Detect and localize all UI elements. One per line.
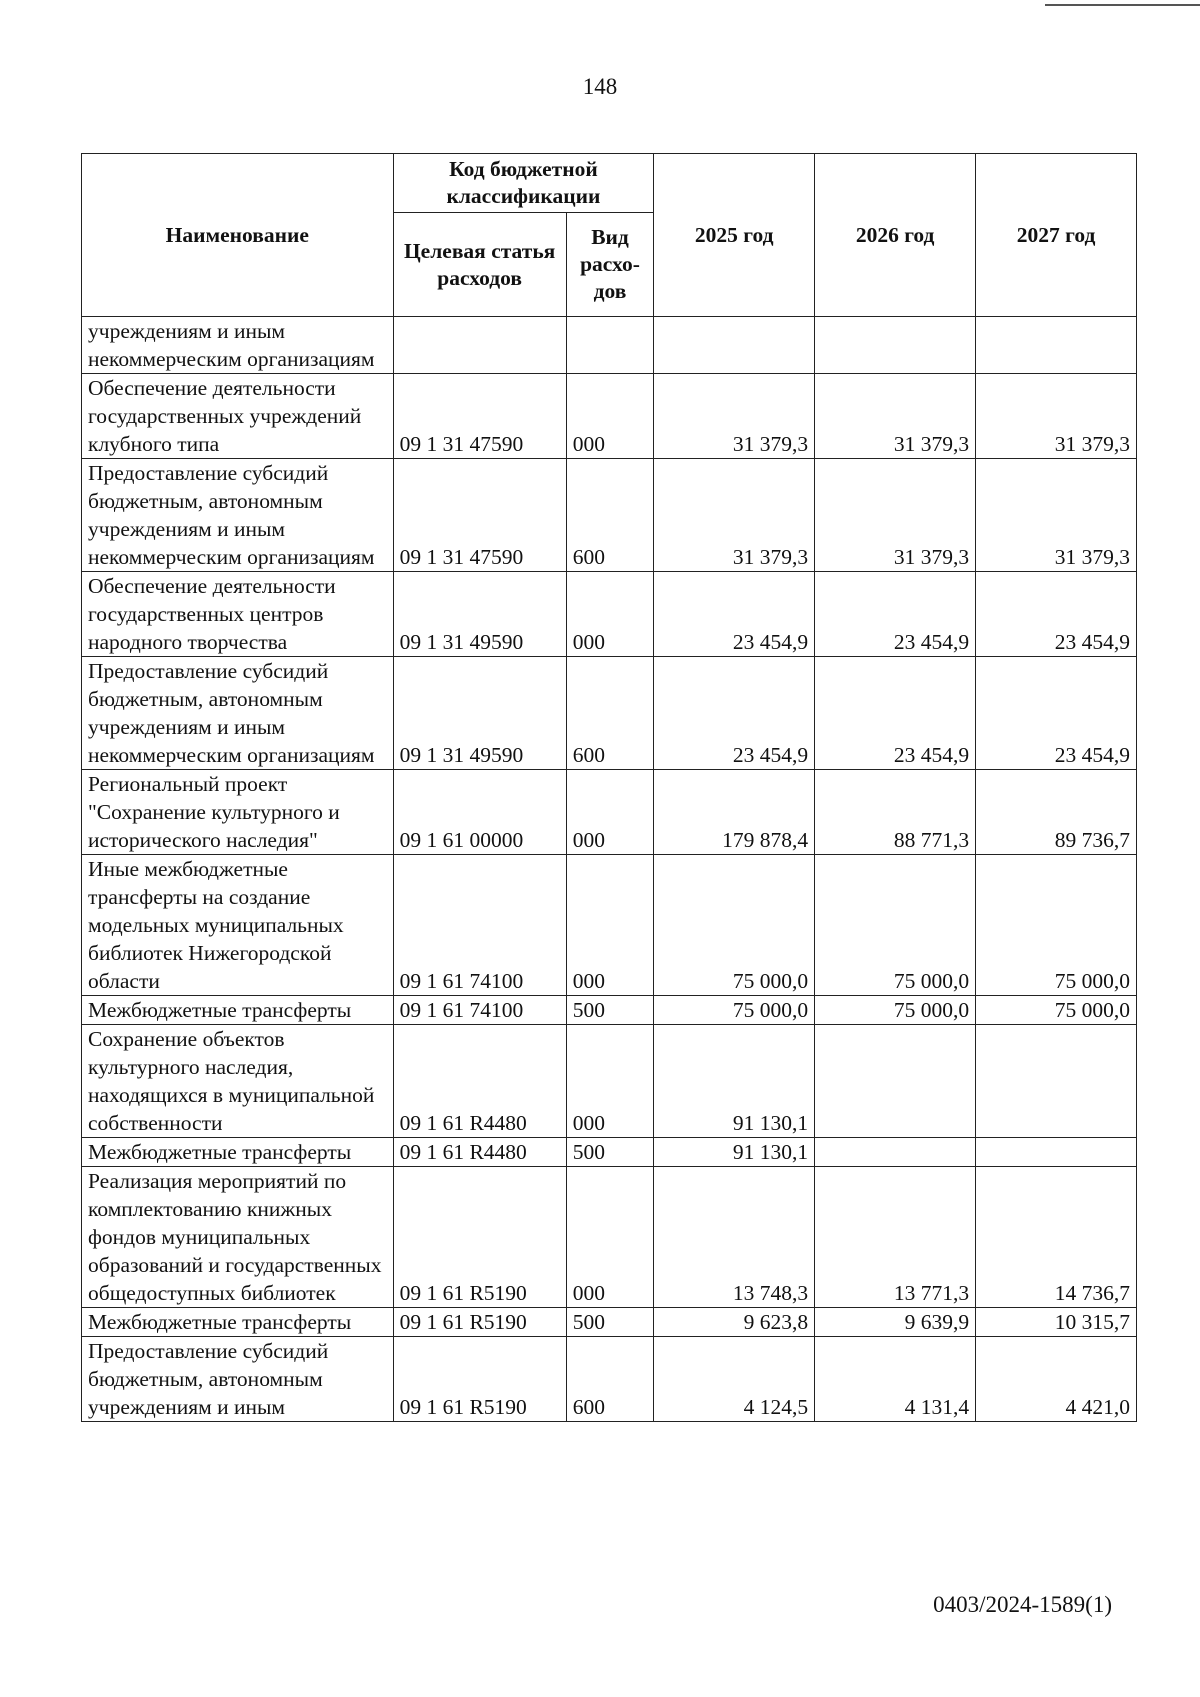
cell-target-code: 09 1 61 R4480 [393, 1138, 566, 1167]
cell-target-code [393, 317, 566, 374]
cell-expense-kind: 500 [566, 1138, 654, 1167]
cell-2025: 179 878,4 [654, 770, 815, 855]
cell-expense-kind: 000 [566, 572, 654, 657]
cell-2025: 23 454,9 [654, 657, 815, 770]
cell-expense-kind: 600 [566, 657, 654, 770]
cell-expense-kind [566, 317, 654, 374]
header-name: Наименование [82, 154, 394, 317]
cell-2026: 75 000,0 [815, 855, 976, 996]
cell-expense-kind: 000 [566, 770, 654, 855]
cell-2025: 31 379,3 [654, 374, 815, 459]
cell-name: Межбюджетные трансферты [82, 1308, 394, 1337]
cell-target-code: 09 1 61 R5190 [393, 1308, 566, 1337]
cell-target-code: 09 1 31 49590 [393, 572, 566, 657]
cell-name: Обеспечение деятельности государственных учреждений клубного типа [82, 374, 394, 459]
cell-name: Обеспечение деятельности государственных центров народного творчества [82, 572, 394, 657]
cell-2025: 75 000,0 [654, 996, 815, 1025]
cell-2026 [815, 317, 976, 374]
cell-2026 [815, 1025, 976, 1138]
cell-name: Иные межбюджетные трансферты на создание модельных муниципальных библиотек Нижегородской области [82, 855, 394, 996]
cell-expense-kind: 000 [566, 855, 654, 996]
cell-2027: 23 454,9 [976, 657, 1137, 770]
cell-target-code: 09 1 61 R5190 [393, 1167, 566, 1308]
cell-2027: 89 736,7 [976, 770, 1137, 855]
cell-target-code: 09 1 61 74100 [393, 855, 566, 996]
cell-2026: 75 000,0 [815, 996, 976, 1025]
cell-target-code: 09 1 31 47590 [393, 459, 566, 572]
cell-2026: 31 379,3 [815, 374, 976, 459]
cell-2027: 75 000,0 [976, 855, 1137, 996]
cell-2026 [815, 1138, 976, 1167]
cell-2027: 14 736,7 [976, 1167, 1137, 1308]
cell-expense-kind: 600 [566, 459, 654, 572]
cell-2026: 9 639,9 [815, 1308, 976, 1337]
cell-target-code: 09 1 61 R5190 [393, 1337, 566, 1422]
cell-target-code: 09 1 61 R4480 [393, 1025, 566, 1138]
cell-expense-kind: 000 [566, 374, 654, 459]
cell-2026: 31 379,3 [815, 459, 976, 572]
cell-2026: 88 771,3 [815, 770, 976, 855]
cell-2025: 91 130,1 [654, 1138, 815, 1167]
cell-2027: 10 315,7 [976, 1308, 1137, 1337]
table-body [82, 317, 1137, 1422]
cell-name: Предоставление субсидий бюджетным, автономным учреждениям и иным некоммерческим организациям [82, 459, 394, 572]
table-row [82, 1167, 1137, 1308]
cell-2025: 91 130,1 [654, 1025, 815, 1138]
cell-2025: 13 748,3 [654, 1167, 815, 1308]
cell-name: Межбюджетные трансферты [82, 1138, 394, 1167]
cell-2025: 9 623,8 [654, 1308, 815, 1337]
header-2026: 2026 год [815, 154, 976, 317]
cell-2027: 23 454,9 [976, 572, 1137, 657]
table-row [82, 317, 1137, 374]
cell-2027 [976, 1025, 1137, 1138]
header-target-article: Целевая статья расходов [393, 213, 566, 317]
top-edge-rule [1045, 4, 1200, 6]
cell-target-code: 09 1 31 49590 [393, 657, 566, 770]
cell-name: Предоставление субсидий бюджетным, автономным учреждениям и иным некоммерческим организациям [82, 657, 394, 770]
cell-name: Реализация мероприятий по комплектованию книжных фондов муниципальных образований и государственных общедоступных библиотек [82, 1167, 394, 1308]
budget-table [81, 153, 1137, 1422]
cell-target-code: 09 1 61 74100 [393, 996, 566, 1025]
table-row [82, 657, 1137, 770]
cell-name: учреждениям и иным некоммерческим организациям [82, 317, 394, 374]
cell-2025: 23 454,9 [654, 572, 815, 657]
table-header [82, 154, 1137, 317]
cell-2025: 75 000,0 [654, 855, 815, 996]
table-row [82, 1138, 1137, 1167]
cell-2026: 4 131,4 [815, 1337, 976, 1422]
header-code-group: Код бюджетной классификации [393, 154, 654, 213]
cell-2026: 13 771,3 [815, 1167, 976, 1308]
cell-expense-kind: 500 [566, 1308, 654, 1337]
cell-expense-kind: 000 [566, 1025, 654, 1138]
cell-name: Сохранение объектов культурного наследия, находящихся в муниципальной собственности [82, 1025, 394, 1138]
cell-2027 [976, 1138, 1137, 1167]
cell-2025: 31 379,3 [654, 459, 815, 572]
cell-2027: 31 379,3 [976, 459, 1137, 572]
header-2025: 2025 год [654, 154, 815, 317]
cell-2026: 23 454,9 [815, 657, 976, 770]
cell-expense-kind: 500 [566, 996, 654, 1025]
cell-2027: 75 000,0 [976, 996, 1137, 1025]
table-row [82, 855, 1137, 996]
table-row [82, 1025, 1137, 1138]
table-row [82, 1337, 1137, 1422]
cell-2025: 4 124,5 [654, 1337, 815, 1422]
cell-2027: 4 421,0 [976, 1337, 1137, 1422]
document-code: 0403/2024-1589(1) [933, 1592, 1112, 1617]
table-row [82, 1308, 1137, 1337]
cell-name: Региональный проект "Сохранение культурного и исторического наследия" [82, 770, 394, 855]
cell-name: Предоставление субсидий бюджетным, автономным учреждениям и иным [82, 1337, 394, 1422]
header-expense-kind: Вид расхо-дов [566, 213, 654, 317]
cell-expense-kind: 600 [566, 1337, 654, 1422]
cell-2027 [976, 317, 1137, 374]
table-row [82, 572, 1137, 657]
cell-2027: 31 379,3 [976, 374, 1137, 459]
table-row [82, 374, 1137, 459]
cell-target-code: 09 1 61 00000 [393, 770, 566, 855]
table-row [82, 996, 1137, 1025]
cell-expense-kind: 000 [566, 1167, 654, 1308]
cell-2025 [654, 317, 815, 374]
cell-target-code: 09 1 31 47590 [393, 374, 566, 459]
table-row [82, 459, 1137, 572]
table-row [82, 770, 1137, 855]
header-2027: 2027 год [976, 154, 1137, 317]
cell-name: Межбюджетные трансферты [82, 996, 394, 1025]
page-number: 148 [582, 74, 618, 99]
cell-2026: 23 454,9 [815, 572, 976, 657]
